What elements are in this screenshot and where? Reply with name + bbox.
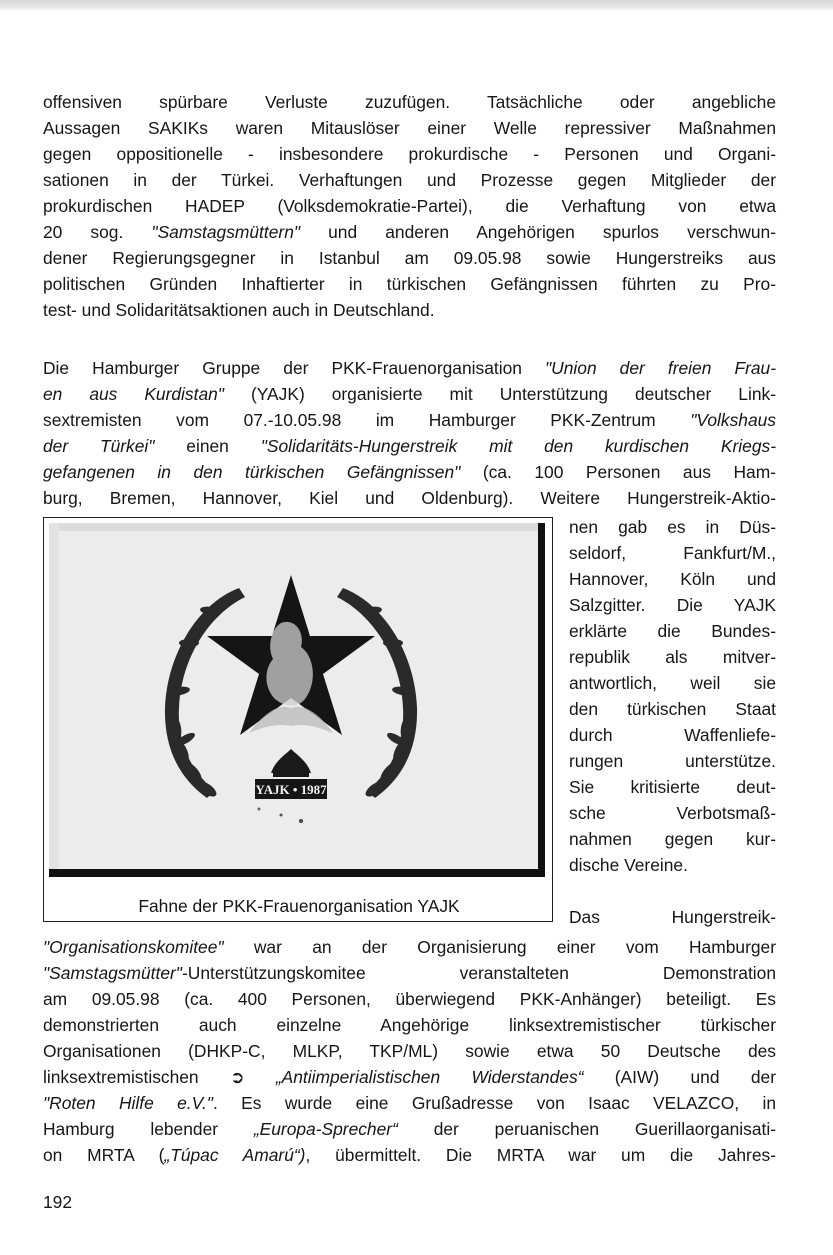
text-run: Die Hamburger Gruppe der PKK-Frauenorganisation — [43, 358, 545, 378]
text-line — [43, 1116, 776, 1142]
emphasis-term: "Roten Hilfe e.V." — [43, 1093, 213, 1113]
text-line: durch Waffenliefe- — [569, 725, 776, 745]
text-run: (AIW) und der — [583, 1067, 776, 1087]
text-run: der peruanischen Guerillaorganisati- — [397, 1119, 776, 1139]
text-line: antwortlich, weil sie — [569, 673, 776, 693]
flag-photo — [49, 523, 545, 877]
emphasis-term: en aus Kurdistan" — [43, 384, 224, 404]
text-line: nahmen gegen kur- — [569, 829, 776, 849]
text-run: einen — [154, 436, 261, 456]
text-run: -Unterstützungskomitee veranstalteten Demonstration — [181, 963, 776, 983]
text-run: Hamburg lebender — [43, 1119, 254, 1139]
text-line — [43, 459, 776, 485]
text-line: gegen oppositionelle - insbesondere prokurdische - Personen und Organi- — [43, 144, 776, 164]
text-line — [43, 433, 776, 459]
flag-banner-text: YAJK • 1987 — [255, 782, 327, 797]
text-line: seldorf, Fankfurt/M., — [569, 543, 776, 563]
emphasis-term: "Solidaritäts-Hungerstreik mit den kurdischen Kriegs- — [260, 436, 776, 456]
text-line — [43, 407, 776, 433]
text-run: 20 sog. — [43, 222, 152, 242]
text-line — [43, 219, 776, 245]
page-number: 192 — [43, 1192, 73, 1212]
emphasis-term: „Túpac Amarú“) — [164, 1145, 306, 1165]
emphasis-term: "Union der freien Frau- — [545, 358, 776, 378]
emphasis-term: der Türkei" — [43, 436, 155, 456]
text-line: Organisationen (DHKP-C, MLKP, TKP/ML) sowie etwa 50 Deutsche des — [43, 1041, 776, 1061]
text-line: offensiven spürbare Verluste zuzufügen. Tatsächliche oder angebliche — [43, 92, 776, 112]
text-run: , übermittelt. Die MRTA war um die Jahres- — [305, 1145, 776, 1165]
text-run: war an der Organisierung einer vom Hamburger — [223, 937, 776, 957]
text-run: . Es wurde eine Grußadresse von Isaac VELAZCO, in — [212, 1093, 776, 1113]
emphasis-term: "Volkshaus — [690, 410, 776, 430]
text-line: dische Vereine. — [569, 855, 688, 875]
text-line — [43, 960, 776, 986]
text-line: Hannover, Köln und — [569, 569, 776, 589]
text-line — [43, 1142, 776, 1168]
text-line — [43, 1064, 776, 1090]
emphasis-term: "Samstagsmüttern" — [151, 222, 301, 242]
text-line: politischen Gründen Inhaftierter in türkischen Gefängnissen führten zu Pro- — [43, 274, 776, 294]
text-line — [43, 381, 776, 407]
text-line: rungen unterstütze. — [569, 751, 776, 771]
figure-box — [43, 517, 553, 922]
text-run: (YAJK) organisierte mit Unterstützung deutscher Link- — [223, 384, 776, 404]
text-line: republik als mitver- — [569, 647, 776, 667]
text-line: Sie kritisierte deut- — [569, 777, 776, 797]
text-line: sche Verbotsmaß- — [569, 803, 776, 823]
text-line: sationen in der Türkei. Verhaftungen und Prozesse gegen Mitglieder der — [43, 170, 776, 190]
text-line: Salzgitter. Die YAJK — [569, 595, 776, 615]
cross-reference-arrow-icon: ➲ — [229, 1067, 245, 1087]
text-run: und anderen Angehörigen spurlos verschwun- — [300, 222, 776, 242]
text-line: Das Hungerstreik- — [569, 907, 776, 927]
text-run: sextremisten vom 07.-10.05.98 im Hamburger PKK-Zentrum — [43, 410, 691, 430]
text-line: dener Regierungsgegner in Istanbul am 09.05.98 sowie Hungerstreiks aus — [43, 248, 776, 268]
text-line — [43, 355, 776, 381]
text-line — [43, 934, 776, 960]
text-line: Aussagen SAKIKs waren Mitauslöser einer Welle repressiver Maßnahmen — [43, 118, 776, 138]
text-line: burg, Bremen, Hannover, Kiel und Oldenburg). Weitere Hungerstreik-Aktio- — [43, 488, 776, 508]
text-run: (ca. 100 Personen aus Ham- — [460, 462, 776, 482]
figure-caption: Fahne der PKK-Frauenorganisation YAJK — [138, 896, 460, 916]
text-line: prokurdischen HADEP (Volksdemokratie-Partei), die Verhaftung von etwa — [43, 196, 776, 216]
emphasis-term: „Europa-Sprecher“ — [253, 1119, 398, 1139]
text-run: on MRTA ( — [43, 1145, 165, 1165]
emphasis-term: „Antiimperialistischen Widerstandes“ — [275, 1067, 584, 1087]
text-run: linksextremistischen — [43, 1067, 230, 1087]
text-line: demonstrierten auch einzelne Angehörige linksextremistischer türkischer — [43, 1015, 776, 1035]
flag-emblem — [49, 523, 538, 869]
scan-top-edge — [0, 0, 833, 11]
text-line: nen gab es in Düs- — [569, 517, 776, 537]
emphasis-term: gefangenen in den türkischen Gefängnissen" — [43, 462, 461, 482]
text-line: am 09.05.98 (ca. 400 Personen, überwiegend PKK-Anhänger) beteiligt. Es — [43, 989, 776, 1009]
emphasis-term: "Samstagsmütter" — [43, 963, 182, 983]
text-line: test- und Solidaritätsaktionen auch in Deutschland. — [43, 300, 435, 320]
text-line — [43, 1090, 776, 1116]
text-line: erklärte die Bundes- — [569, 621, 776, 641]
text-line: den türkischen Staat — [569, 699, 776, 719]
emphasis-term: "Organisationskomitee" — [43, 937, 224, 957]
